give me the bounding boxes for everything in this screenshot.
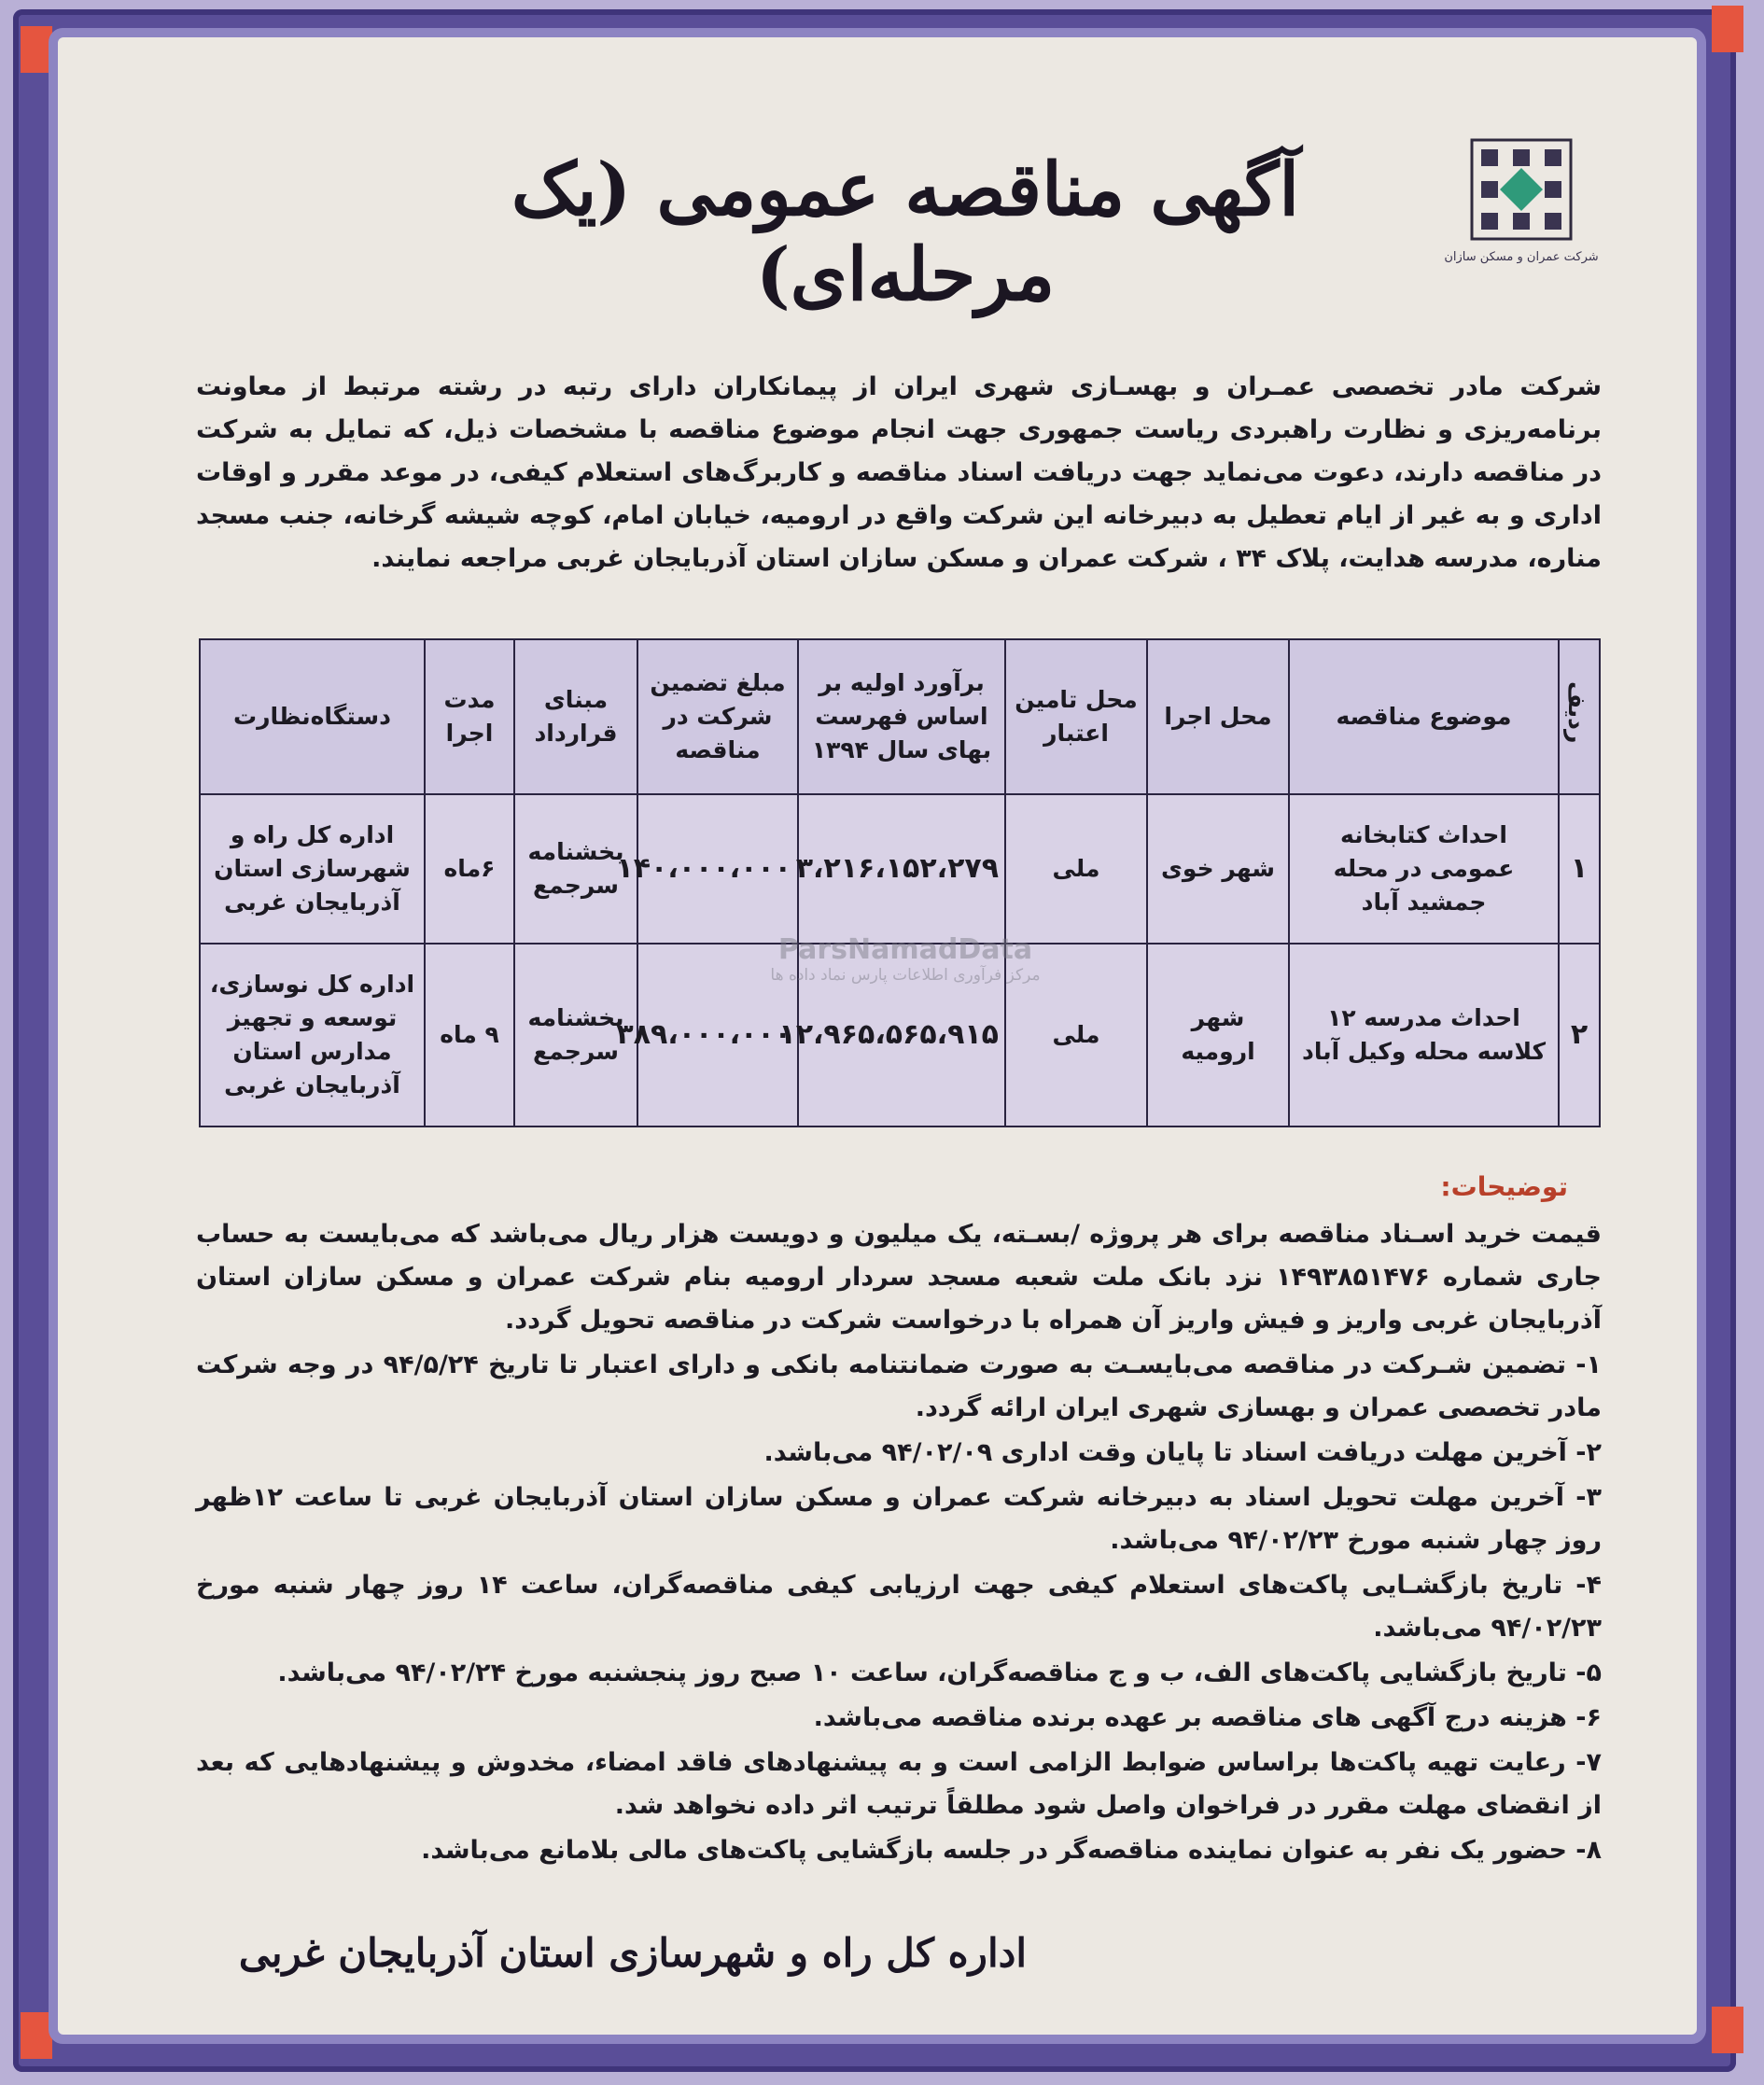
notes-item: ۶- هزینه درج آگهی های مناقصه بر عهده برنده مناقصه می‌باشد. [813,1703,1602,1732]
cell-estimate: ۳،۲۱۶،۱۵۲،۲۷۹ [798,794,1005,944]
cell-radif: ۲ [1559,944,1600,1126]
cell-location: شهر ارومیه [1147,944,1289,1126]
cell-duration: ۹ ماه [425,944,514,1126]
cell-radif: ۱ [1559,794,1600,944]
cell-subject: احداث کتابخانه عمومی در محله جمشید آباد [1289,794,1559,944]
logo-caption: شرکت عمران و مسکن سازان [1444,250,1599,264]
company-logo-icon [1470,138,1573,241]
table-header-row [200,639,1600,794]
col-header-subject: موضوع مناقصه [1289,639,1559,794]
notes-item: ۳- آخرین مهلت تحویل اسناد به دبیرخانه شرکت عمران و مسکن سازان استان آذربایجان غربی تا ساعت ۱۲ظهر روز چهار شنبه مورخ ۹۴/۰۲/۲۳ می‌باشد. [196,1483,1602,1555]
watermark-name: ParsNamadData [777,933,1033,966]
cell-guarantee: ۳۸۹،۰۰۰،۰۰۰ [637,944,798,1126]
col-header-supervisor: دستگاه‌نظارت [200,639,425,794]
col-header-duration: مدت اجرا [425,639,514,794]
notes-item: ۵- تاریخ بازگشایی پاکت‌های الف، ب و ج مناقصه‌گران، ساعت ۱۰ صبح روز پنجشنبه مورخ ۹۴/۰۲/۲۴ می‌باشد. [277,1658,1602,1687]
corner-mark [1712,6,1743,52]
notes-item: ۸- حضور یک نفر به عنوان نماینده مناقصه‌گر در جلسه بازگشایی پاکت‌های مالی بلامانع می‌باشد. [421,1836,1602,1865]
footer-issuer: اداره کل راه و شهرسازی استان آذربایجان غربی [238,1930,1027,1976]
notes-item: ۱- تضمین شـرکت در مناقصه می‌بایسـت به صورت ضمانتنامه بانکی و دارای اعتبار تا تاریخ ۹۴/۵/۲۴ در وجه شرکت مادر تخصصی عمران و بهسازی شهری ایران ارائه گردد. [196,1350,1602,1422]
notes-title: توضیحات: [1440,1171,1568,1202]
col-header-radif: ردیف [1559,639,1600,794]
col-header-contract: مبنای قرارداد [514,639,637,794]
cell-supervisor: اداره کل نوسازی، توسعه و تجهیز مدارس استان آذربایجان غربی [200,944,425,1126]
cell-location: شهر خوی [1147,794,1289,944]
table-row [200,794,1600,944]
notes-item: ۴- تاریخ بازگشـایی پاکت‌های استعلام کیفی جهت ارزیابی کیفی مناقصه‌گران، ساعت ۱۴ روز چهار شنبه مورخ ۹۴/۰۲/۲۳ می‌باشد. [196,1571,1602,1643]
cell-contract: بخشنامه سرجمع [514,944,637,1126]
cell-subject: احداث مدرسه ۱۲ کلاسه محله وکیل آباد [1289,944,1559,1126]
cell-contract: بخشنامه سرجمع [514,794,637,944]
watermark-tagline: مرکز فرآوری اطلاعات پارس نماد داده ها [770,966,1041,985]
col-header-estimate: برآورد اولیه بر اساس فهرست بهای سال ۱۳۹۴ [798,639,1005,794]
notes-item: قیمت خرید اسـناد مناقصه برای هر پروژه /بسـته، یک میلیون و دویست هزار ریال می‌باشد که می‌بایست به حساب جاری شماره ۱۴۹۳۸۵۱۴۷۶ نزد بانک ملت شعبه مسجد سردار ارومیه بنام شرکت عمران و مسکن سازان استان آذربایجان غربی واریز و فیش واریز آن همراه با درخواست شرکت در مناقصه تحویل گردد. [196,1220,1602,1335]
intro-paragraph: شرکت مادر تخصصی عمـران و بهسـازی شهری ایران از پیمانکاران دارای رتبه در رشته مرتبط از معاونت برنامه‌ریزی و نظارت راهبردی ریاست جمهوری جهت انجام موضوع مناقصه با مشخصات ذیل، که تمایل به شرکت در مناقصه دارند، دعوت می‌نماید جهت دریافت اسناد مناقصه و کاربرگ‌های استعلام کیفی، در موعد مقرر و اوقات اداری و به غیر از ایام تعطیل به دبیرخانه این شرکت واقع در ارومیه، خیابان امام، کوچه شیشه گرخانه، جنب مسجد مناره، مدرسه هدایت، پلاک ۳۴ ، شرکت عمران و مسکن سازان استان آذربایجان غربی مراجعه نمایند. [196,372,1602,573]
col-header-guarantee: مبلغ تضمین شرکت در مناقصه [637,639,798,794]
cell-funding: ملی [1005,944,1147,1126]
cell-duration: ۶ماه [425,794,514,944]
notes-list [196,1213,1602,1874]
col-header-funding: محل تامین اعتبار [1005,639,1147,794]
notes-item: ۲- آخرین مهلت دریافت اسناد تا پایان وقت اداری ۹۴/۰۲/۰۹ می‌باشد. [763,1438,1602,1467]
cell-supervisor: اداره کل راه و شهرسازی استان آذربایجان غربی [200,794,425,944]
corner-mark [21,26,52,73]
cell-funding: ملی [1005,794,1147,944]
tender-table [199,638,1601,1127]
cell-estimate: ۱۲،۹۶۵،۵۶۵،۹۱۵ [798,944,1005,1126]
corner-mark [21,2012,52,2059]
corner-mark [1712,2007,1743,2053]
page-title: آگهی مناقصه عمومی (یک مرحله‌ای) [511,147,1300,317]
col-header-location: محل اجرا [1147,639,1289,794]
watermark [691,933,1120,985]
cell-guarantee: ۱۴۰،۰۰۰،۰۰۰ [637,794,798,944]
notes-item: ۷- رعایت تهیه پاکت‌ها براساس ضوابط الزامی است و به پیشنهادهای فاقد امضاء، مخدوش و پیشنهادهایی که بعد از انقضای مهلت مقرر در فراخوان واصل شود مطلقاً ترتیب اثر داده نخواهد شد. [196,1748,1602,1820]
